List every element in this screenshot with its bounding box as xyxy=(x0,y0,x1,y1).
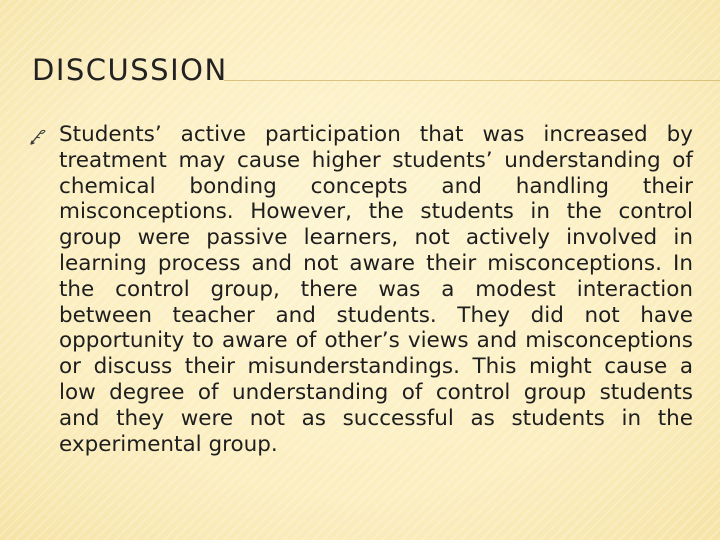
discussion-paragraph: Students’ active participation that was increased by treatment may cause higher students’ understanding of chemical bonding concepts and handling their misconceptions. However, the students in the control group were passive learners, not actively involved in learning process and not aware their misconceptions. In the control group, there was a modest interaction between teacher and students. They did not have opportunity to aware of other’s views and misconceptions or discuss their misunderstandings. This might cause a low degree of understanding of control group students and they were not as successful as students in the experimental group. xyxy=(59,122,693,457)
decorative-bullet-icon xyxy=(28,128,46,146)
slide-title: DISCUSSION xyxy=(32,53,228,87)
title-underline-rule xyxy=(224,80,720,81)
